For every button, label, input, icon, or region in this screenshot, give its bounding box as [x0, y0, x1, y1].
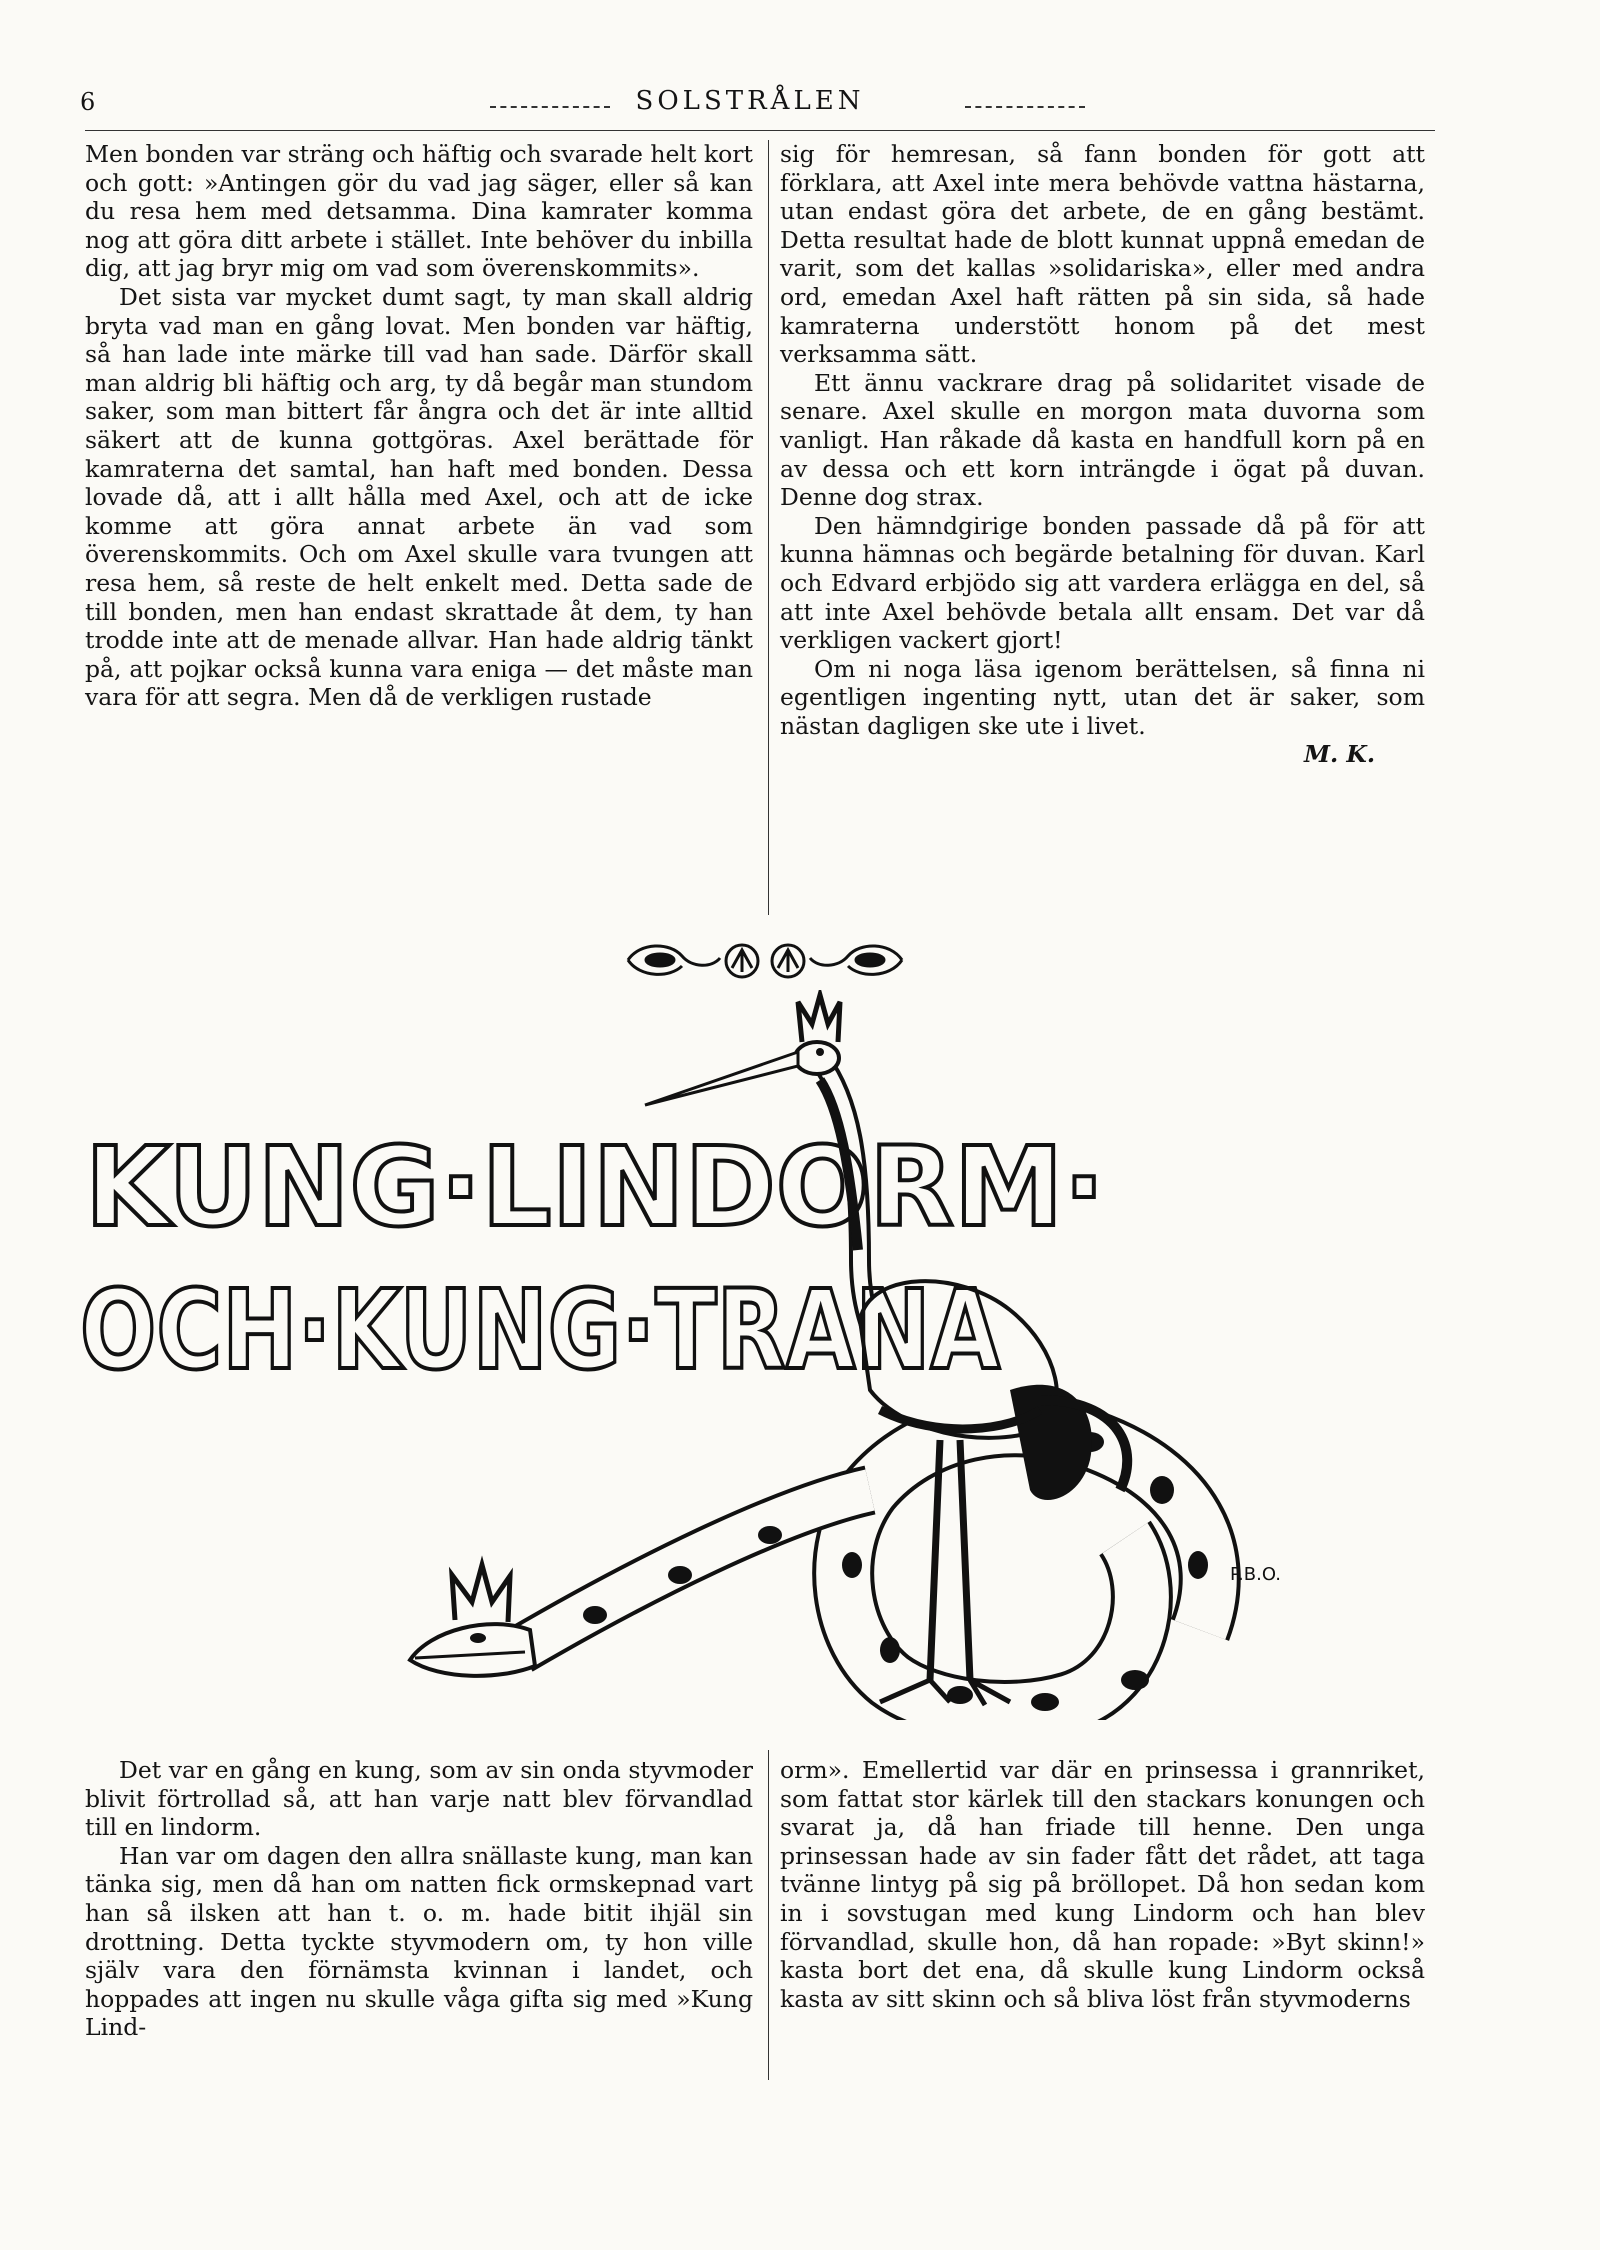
paragraph: sig för hemresan, så fann bonden för gott att förklara, att Axel inte mera behövde vattna hästarna, utan endast göra det arbete, de en gång bestämt. Detta resultat hade de blott kunnat uppnå emedan de varit, som det kallas »solidariska», eller med andra ord, emedan Axel haft rätten på sin sida, så hade kamraterna understött honom på det mest verksamma sätt.: [780, 140, 1425, 369]
illustration-title-line2: OCH·KUNG·TRANA: [80, 1266, 1000, 1394]
page-number: 6: [80, 88, 96, 116]
illustration-title-line1: KUNG·LINDORM·: [85, 1123, 1105, 1251]
paragraph: orm». Emellertid var där en prinsessa i grannriket, som fattat stor kärlek till den stackars konungen och svarat ja, då han friade till henne. Den unga prinsessan hade av sin fader fått det rådet, att taga tvänne lintyg på sig på bröllopet. Då hon sedan kom in i sovstugan med kung Lindorm och han blev förvandlad, skulle hon, då han ropade: »Byt skinn!» kasta bort det ena, då skulle kung Lindorm också kasta av sitt skinn och så bliva löst från styvmoderns: [780, 1756, 1425, 2013]
ornament-divider: [620, 938, 910, 984]
artist-monogram: P.B.O.: [1230, 1564, 1282, 1585]
paragraph: Om ni noga läsa igenom berättelsen, så finna ni egentligen ingenting nytt, utan det är saker, som nästan dagligen ske ute i livet.: [780, 654, 1425, 740]
title-illustration: [80, 990, 1440, 1720]
header-divider: [85, 130, 1435, 131]
header-rule-right: [965, 106, 1085, 108]
story-right-column: [780, 1756, 1425, 2013]
story-left-column: [85, 1756, 753, 2042]
article-right-column: [780, 140, 1425, 769]
running-title: SOLSTRÅLEN: [635, 86, 865, 116]
article-left-column: [85, 140, 753, 712]
author-signature: M. K.: [1304, 740, 1375, 769]
page-header: [80, 86, 1420, 126]
paragraph: Det var en gång en kung, som av sin onda styvmoder blivit förtrollad så, att han varje natt blev förvandlad till en lindorm.: [85, 1756, 753, 1842]
paragraph: Den hämndgirige bonden passade då på för att kunna hämnas och begärde betalning för duvan. Karl och Edvard erbjödo sig att vardera erlägga en del, så att inte Axel behövde betala allt ensam. Det var då verkligen vackert gjort!: [780, 511, 1425, 655]
paragraph: Det sista var mycket dumt sagt, ty man skall aldrig bryta vad man en gång lovat. Men bonden var häftig, så han lade inte märke till vad han sade. Därför skall man aldrig bli häftig och arg, ty då begår man stundom saker, som man bittert får ångra och det är inte alltid säkert att de kunna gottgöras. Axel berättade för kamraterna det samtal, han haft med bonden. Dessa lovade då, att i allt hålla med Axel, och att de icke komme att göra annat arbete än vad som överenskommits. Och om Axel skulle vara tvungen att resa hem, så reste de helt enkelt med. Detta sade de till bonden, men han endast skrattade åt dem, ty han trodde inte att de menade allvar. Han hade aldrig tänkt på, att pojkar också kunna vara eniga — det måste man vara för att segra. Men då de verkligen rustade: [85, 282, 753, 712]
paragraph: Men bonden var sträng och häftig och svarade helt kort och gott: »Antingen gör du vad jag säger, eller så kan du resa hem med detsamma. Dina kamrater komma nog att göra ditt arbete i stället. Inte behöver du inbilla dig, att jag bryr mig om vad som överenskommits».: [85, 140, 753, 283]
paragraph: Han var om dagen den allra snällaste kung, man kan tänka sig, men då han om natten fick ormskepnad vart han så ilsken att han t. o. m. hade bitit ihjäl sin drottning. Detta tyckte styvmodern om, ty hon ville själv vara den förnämsta kvinnan i landet, och hoppades att ingen nu skulle våga gifta sig med »Kung Lind-: [85, 1841, 753, 2042]
column-rule: [768, 1750, 769, 2080]
paragraph: Ett ännu vackrare drag på solidaritet visade de senare. Axel skulle en morgon mata duvorna som vanligt. Han råkade då kasta en handfull korn på en av dessa och ett korn inträngde i ögat på duvan. Denne dog strax.: [780, 368, 1425, 512]
column-rule: [768, 140, 769, 915]
lindworm: [410, 1426, 1210, 1711]
